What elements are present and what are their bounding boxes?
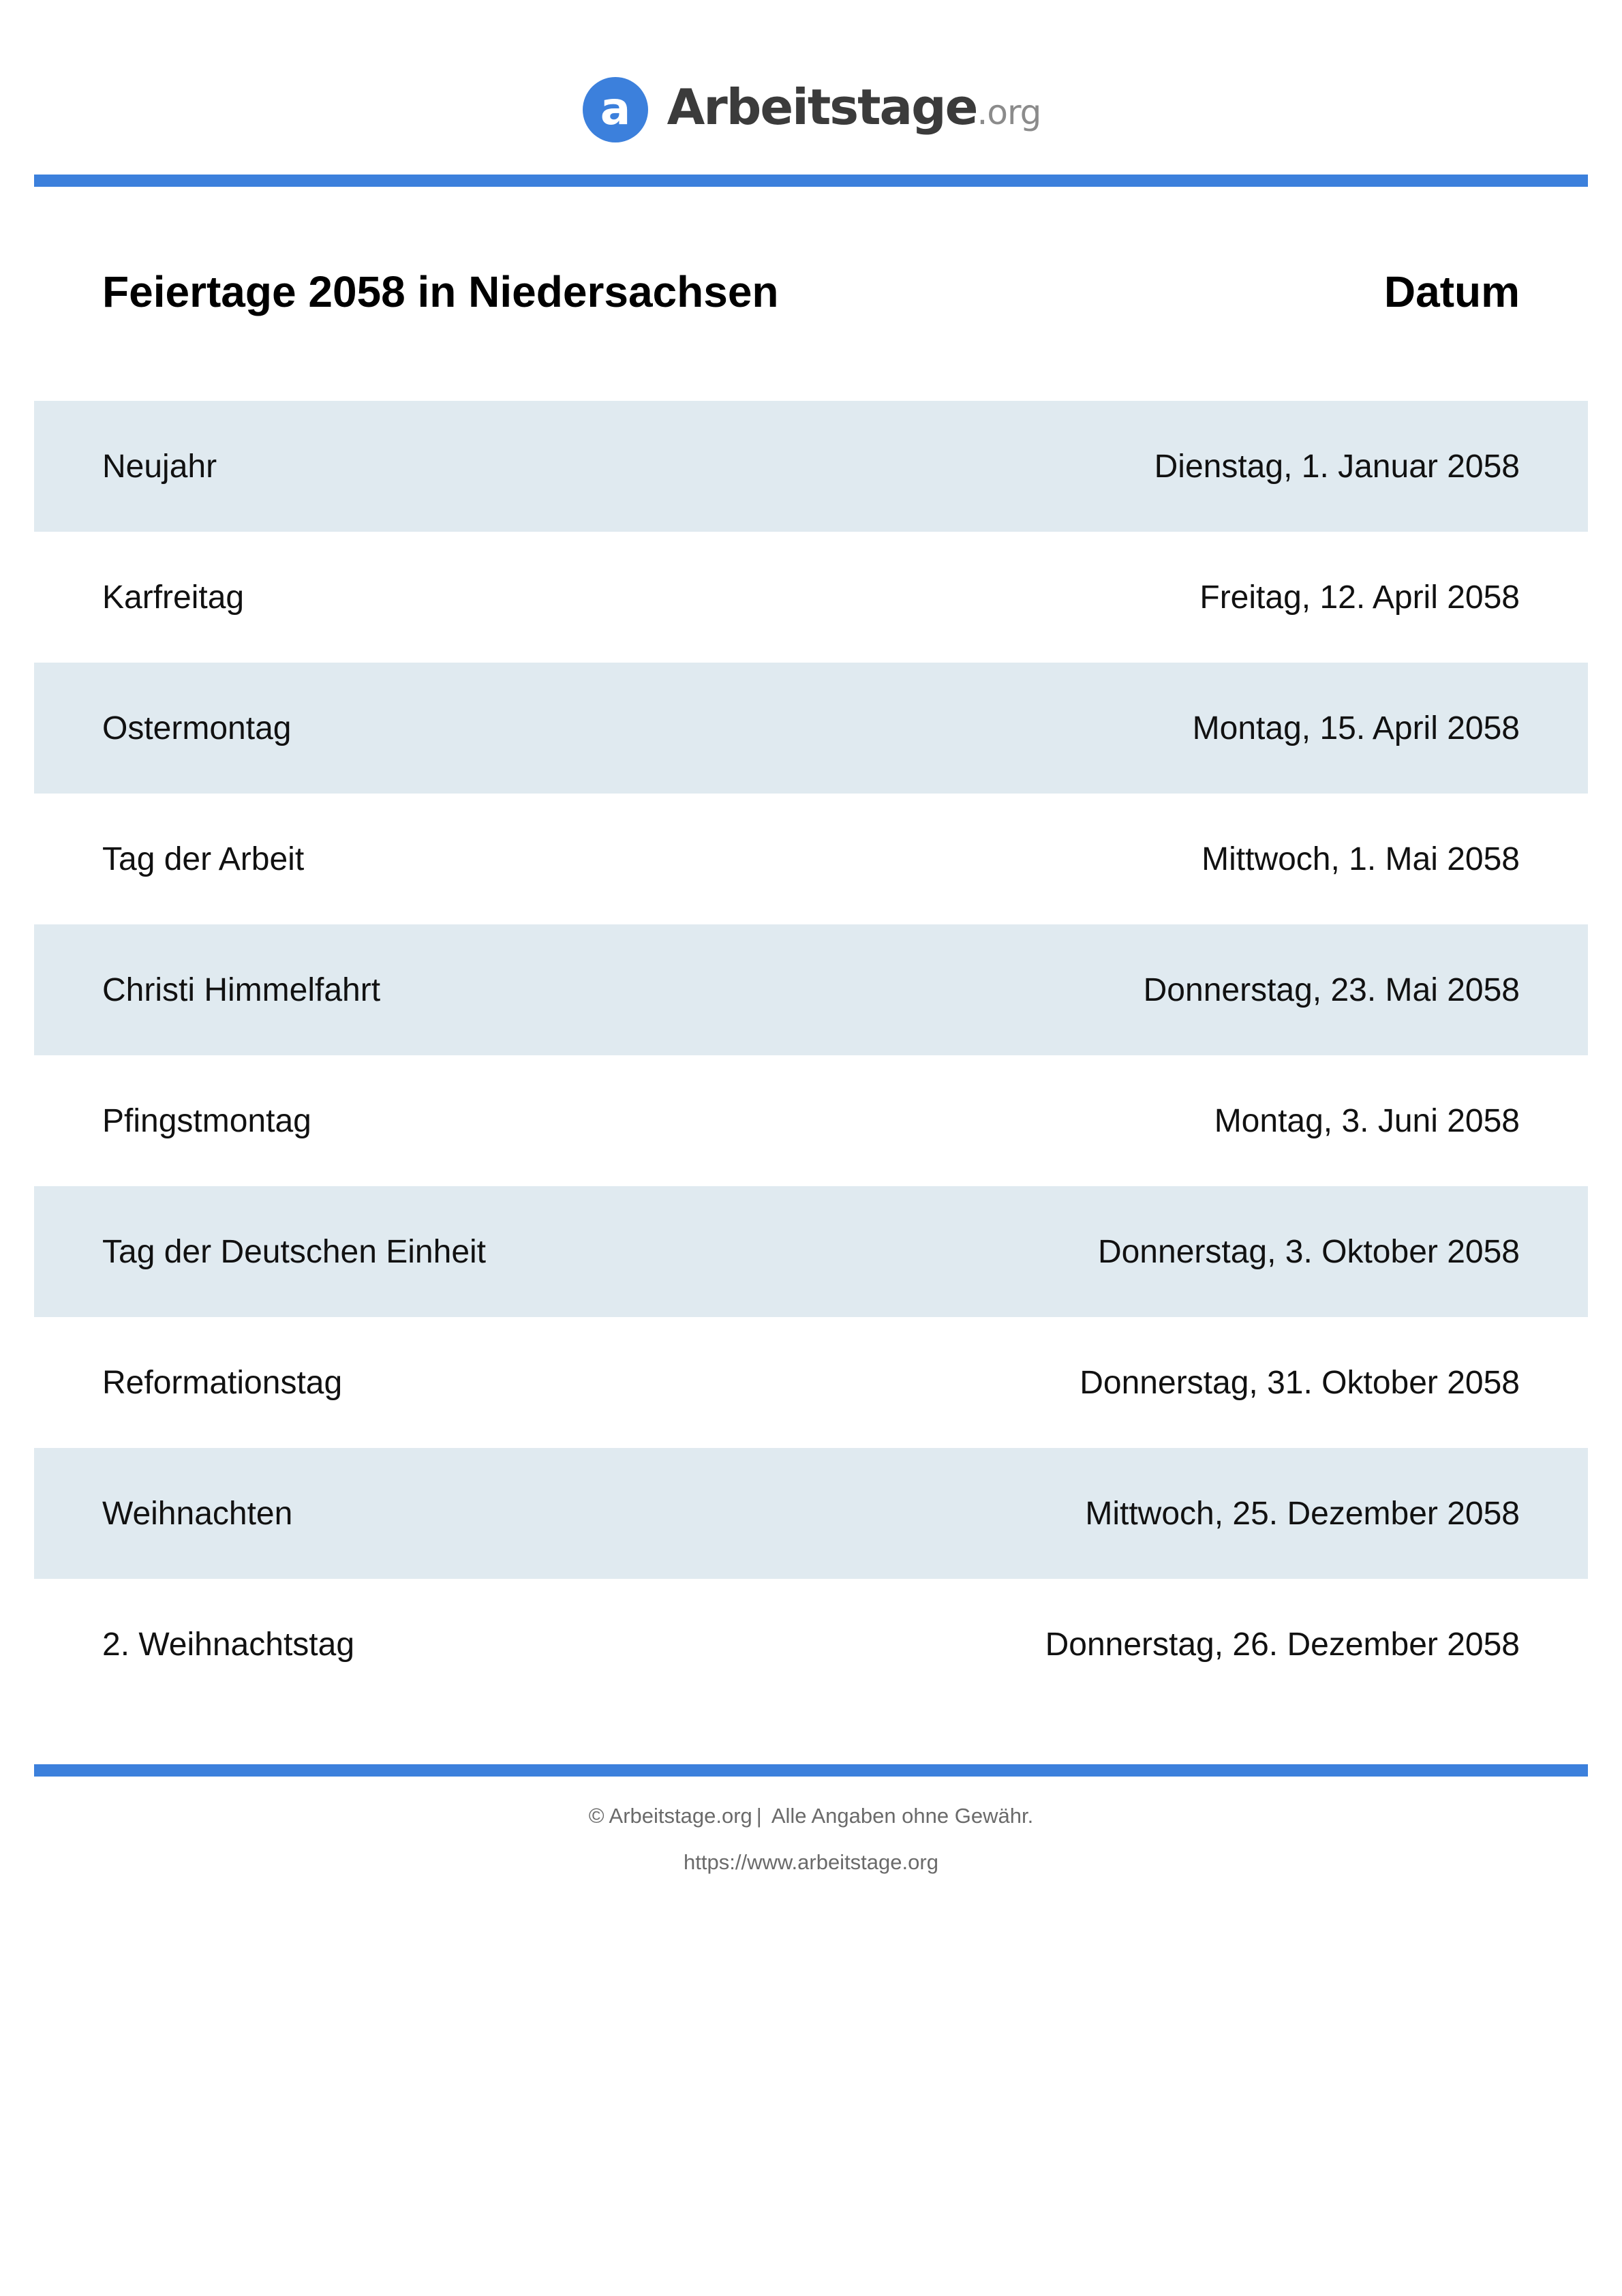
footer-disclaimer: Alle Angaben ohne Gewähr.	[771, 1804, 1034, 1828]
holiday-name: Neujahr	[102, 448, 217, 485]
holiday-name: Tag der Arbeit	[102, 841, 305, 877]
holiday-date: Donnerstag, 31. Oktober 2058	[1080, 1364, 1520, 1401]
date-column-header: Datum	[1383, 267, 1520, 316]
holiday-date: Donnerstag, 23. Mai 2058	[1143, 971, 1520, 1008]
footer-separator: |	[756, 1804, 762, 1828]
holiday-name: Christi Himmelfahrt	[102, 971, 381, 1008]
holiday-name: Karfreitag	[102, 579, 245, 616]
table-row	[34, 1055, 1588, 1186]
table-row	[34, 1317, 1588, 1448]
holiday-date: Mittwoch, 25. Dezember 2058	[1085, 1495, 1520, 1532]
holiday-name: Reformationstag	[102, 1364, 343, 1401]
logo-tld: .org	[977, 93, 1041, 132]
footer-url-line	[0, 1850, 1622, 1875]
table-row	[34, 794, 1588, 924]
holiday-date: Montag, 15. April 2058	[1192, 710, 1520, 746]
holiday-date: Dienstag, 1. Januar 2058	[1154, 448, 1520, 485]
logo-wordmark	[667, 78, 1041, 136]
table-row	[34, 1579, 1588, 1710]
at-sign-icon	[581, 76, 649, 144]
holiday-name: Weihnachten	[102, 1495, 293, 1532]
table-row	[34, 401, 1588, 532]
holiday-date: Donnerstag, 3. Oktober 2058	[1097, 1233, 1520, 1270]
bottom-divider	[34, 1764, 1588, 1777]
holiday-name: Tag der Deutschen Einheit	[102, 1233, 487, 1270]
table-row	[34, 663, 1588, 794]
table-row	[34, 532, 1588, 663]
logo-name: Arbeitstage	[667, 78, 977, 136]
holiday-date: Freitag, 12. April 2058	[1199, 579, 1520, 616]
footer-url-link[interactable]: https://www.arbeitstage.org	[684, 1850, 938, 1874]
footer-copyright-line	[0, 1804, 1622, 1828]
footer-copyright: © Arbeitstage.org	[588, 1804, 752, 1828]
holiday-name: 2. Weihnachtstag	[102, 1626, 355, 1663]
holiday-name: Pfingstmontag	[102, 1102, 311, 1139]
holiday-date: Mittwoch, 1. Mai 2058	[1202, 841, 1520, 877]
page-title: Feiertage 2058 in Niedersachsen	[102, 267, 779, 316]
table-header	[102, 259, 1520, 324]
site-logo[interactable]	[0, 74, 1622, 146]
table-row	[34, 924, 1588, 1055]
table-row	[34, 1448, 1588, 1579]
holiday-name: Ostermontag	[102, 710, 292, 746]
top-divider	[34, 175, 1588, 187]
table-row	[34, 1186, 1588, 1317]
holiday-date: Donnerstag, 26. Dezember 2058	[1045, 1626, 1520, 1663]
holiday-table	[34, 401, 1588, 1710]
svg-text:a: a	[600, 82, 630, 135]
holiday-date: Montag, 3. Juni 2058	[1214, 1102, 1520, 1139]
